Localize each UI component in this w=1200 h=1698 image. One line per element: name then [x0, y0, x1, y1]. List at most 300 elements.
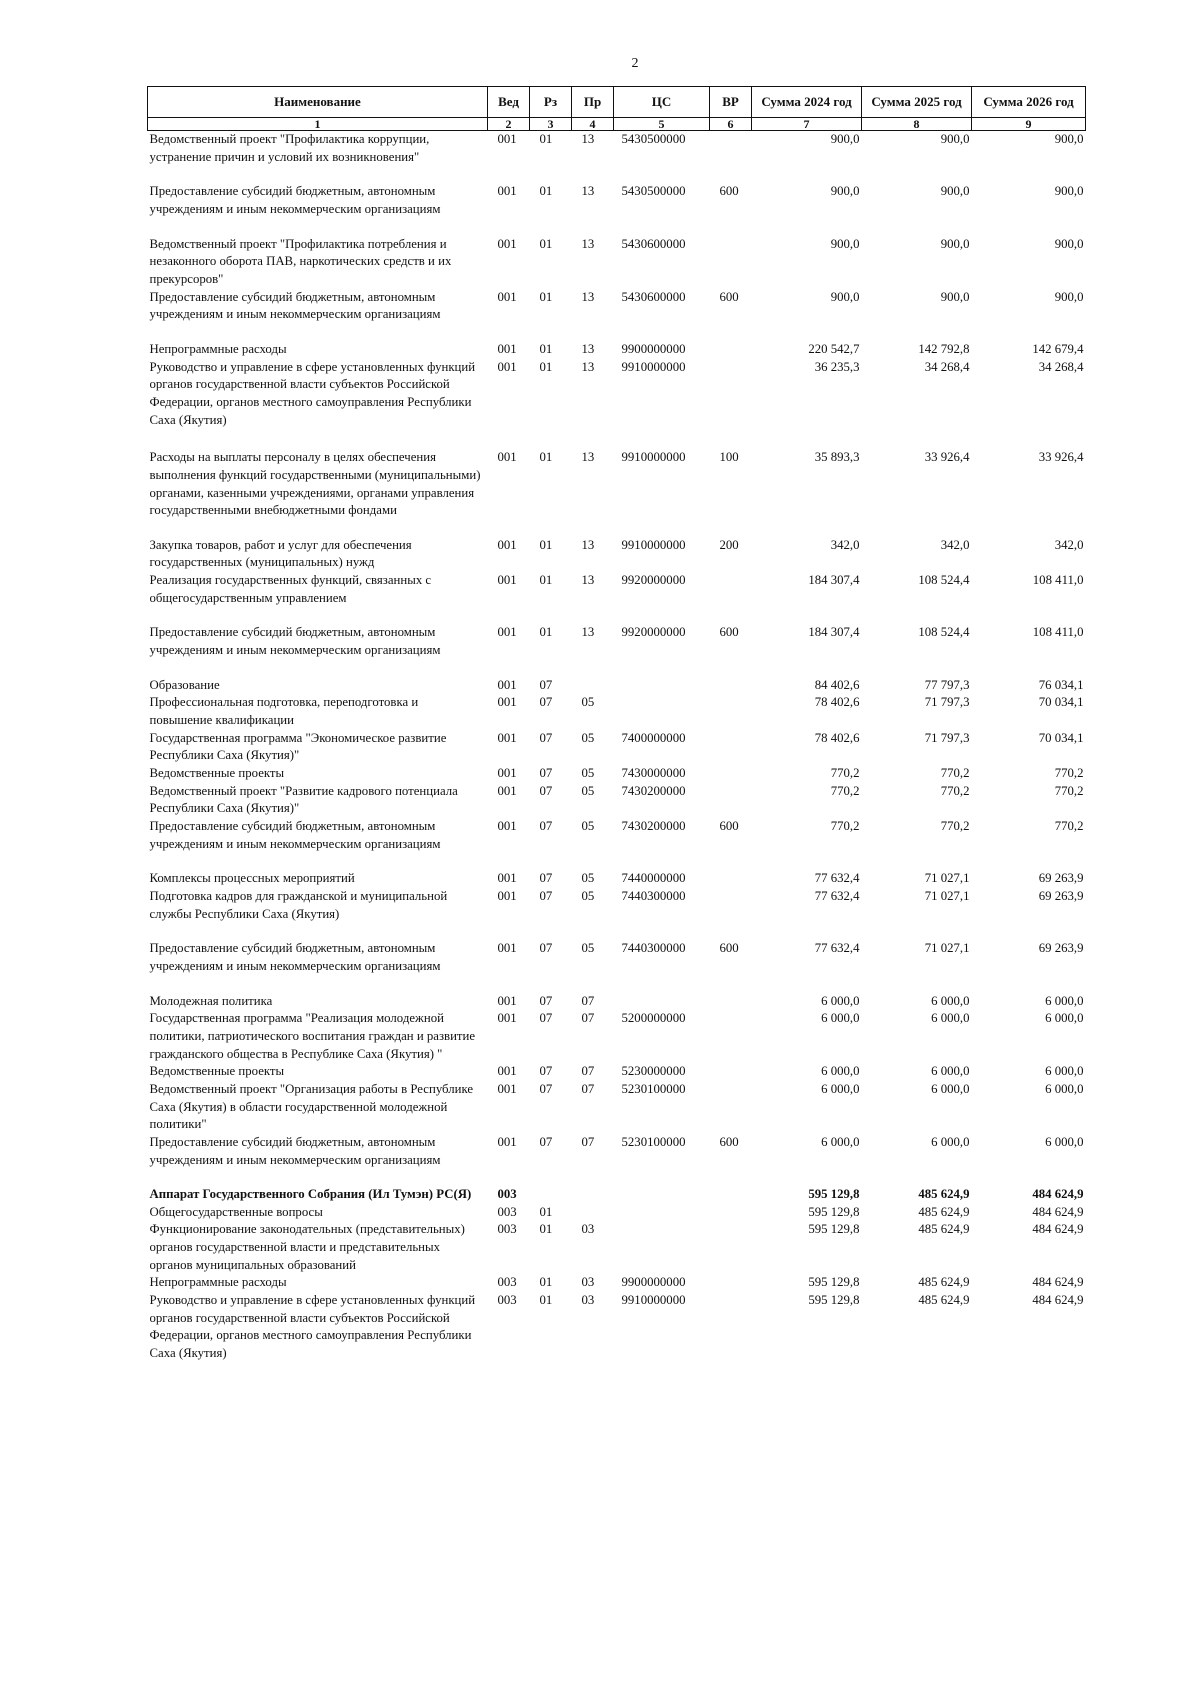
row-sum-2024: 6 000,0 — [821, 1064, 860, 1079]
row-cs: 9910000000 — [621, 359, 686, 374]
row-rz: 01 — [539, 341, 553, 356]
row-name: Предоставление субсидий бюджетным, автономным учреждениям и иным некоммерческим организациям — [149, 941, 441, 973]
row-ved: 001 — [497, 625, 517, 640]
row-ved: 001 — [497, 819, 517, 833]
column-number: 4 — [572, 118, 614, 131]
row-sum-2025: 71 797,3 — [924, 695, 970, 710]
row-sum-2026: 108 411,0 — [1032, 573, 1084, 588]
row-vr — [710, 765, 752, 783]
row-pr: 05 — [581, 695, 595, 710]
row-rz: 07 — [539, 1081, 553, 1096]
table-row — [148, 572, 1086, 624]
row-pr: 13 — [581, 184, 595, 199]
row-rz: 01 — [539, 1204, 553, 1219]
row-pr: 13 — [581, 341, 595, 356]
row-sum-2024: 77 632,4 — [814, 941, 860, 956]
row-sum-2025: 71 027,1 — [924, 888, 970, 903]
row-sum-2025: 342,0 — [940, 537, 970, 552]
row-pr: 05 — [581, 888, 595, 903]
row-pr: 05 — [581, 766, 595, 781]
row-sum-2024: 35 893,3 — [814, 450, 860, 465]
row-rz: 01 — [539, 289, 553, 304]
row-vr — [710, 1081, 752, 1134]
table-header — [148, 87, 1086, 131]
row-sum-2026: 70 034,1 — [1038, 695, 1084, 710]
header-vr: ВР — [710, 87, 752, 118]
row-name: Предоставление субсидий бюджетным, автономным учреждениям и иным некоммерческим организациям — [149, 289, 441, 322]
row-sum-2024: 78 402,6 — [814, 695, 860, 710]
row-sum-2026: 6 000,0 — [1045, 1064, 1084, 1079]
row-vr — [710, 694, 752, 729]
row-sum-2026: 76 034,1 — [1038, 677, 1084, 692]
row-sum-2025: 34 268,4 — [924, 359, 970, 374]
row-rz: 01 — [539, 132, 553, 146]
row-pr: 13 — [581, 573, 595, 588]
row-sum-2025: 33 926,4 — [924, 450, 970, 465]
row-sum-2025: 142 792,8 — [918, 341, 970, 356]
row-pr — [572, 1204, 614, 1222]
row-ved: 001 — [497, 766, 517, 781]
row-sum-2026: 34 268,4 — [1038, 359, 1084, 374]
row-sum-2026: 70 034,1 — [1038, 730, 1084, 745]
column-number: 9 — [972, 118, 1086, 131]
table-row — [148, 888, 1086, 940]
row-sum-2025: 108 524,4 — [918, 573, 970, 588]
table-row — [148, 783, 1086, 818]
row-sum-2025: 900,0 — [940, 289, 970, 304]
table-row — [148, 341, 1086, 359]
row-sum-2024: 6 000,0 — [821, 1011, 860, 1026]
row-sum-2024: 595 129,8 — [808, 1222, 860, 1237]
row-sum-2025: 900,0 — [940, 236, 970, 251]
column-number: 8 — [862, 118, 972, 131]
row-vr — [710, 341, 752, 359]
row-sum-2024: 900,0 — [830, 236, 860, 251]
header-sum-2026: Сумма 2026 год — [972, 87, 1086, 118]
row-sum-2026: 6 000,0 — [1045, 1134, 1084, 1149]
row-cs: 7440000000 — [621, 871, 686, 886]
row-rz: 01 — [539, 236, 553, 251]
row-sum-2024: 78 402,6 — [814, 730, 860, 745]
row-sum-2025: 900,0 — [940, 132, 970, 146]
row-sum-2026: 108 411,0 — [1032, 625, 1084, 640]
row-pr: 05 — [581, 941, 595, 956]
column-number: 6 — [710, 118, 752, 131]
row-vr — [710, 1204, 752, 1222]
row-vr — [710, 1274, 752, 1292]
row-sum-2026: 6 000,0 — [1045, 1081, 1084, 1096]
row-vr — [710, 730, 752, 765]
row-rz: 07 — [539, 819, 553, 833]
row-ved: 001 — [497, 341, 517, 356]
row-sum-2026: 484 624,9 — [1032, 1222, 1084, 1237]
column-number: 5 — [614, 118, 710, 131]
row-ved: 001 — [497, 1064, 517, 1079]
row-rz: 01 — [539, 537, 553, 552]
row-name: Закупка товаров, работ и услуг для обеспечения государственных (муниципальных) нужд — [149, 537, 412, 570]
row-sum-2025: 6 000,0 — [931, 1064, 970, 1079]
row-sum-2026: 770,2 — [1054, 819, 1084, 833]
row-ved: 001 — [497, 573, 517, 588]
row-sum-2025: 108 524,4 — [918, 625, 970, 640]
row-pr: 07 — [581, 1134, 595, 1149]
row-sum-2025: 485 624,9 — [918, 1275, 970, 1290]
row-sum-2024: 900,0 — [830, 132, 860, 146]
row-sum-2025: 485 624,9 — [918, 1204, 970, 1219]
row-cs: 9910000000 — [621, 1293, 686, 1308]
header-pr: Пр — [572, 87, 614, 118]
table-row — [148, 183, 1086, 235]
table-row — [148, 131, 1086, 184]
row-name: Подготовка кадров для гражданской и муниципальной службы Республики Саха (Якутия) — [149, 888, 448, 921]
row-vr — [710, 1063, 752, 1081]
row-sum-2025: 485 624,9 — [918, 1293, 970, 1308]
row-sum-2026: 900,0 — [1054, 184, 1084, 199]
row-sum-2026: 342,0 — [1054, 537, 1084, 552]
page-number: 2 — [631, 56, 639, 71]
row-ved: 001 — [497, 1081, 517, 1096]
row-name: Ведомственный проект "Профилактика коррупции, устранение причин и условий их возникновения" — [149, 132, 430, 164]
row-rz: 07 — [539, 677, 553, 692]
row-sum-2024: 595 129,8 — [808, 1187, 860, 1202]
row-sum-2024: 220 542,7 — [808, 341, 860, 356]
row-cs — [614, 1186, 710, 1204]
column-number: 7 — [752, 118, 862, 131]
row-pr — [572, 1186, 614, 1204]
table-row — [148, 1221, 1086, 1274]
header-row — [148, 87, 1086, 118]
row-sum-2025: 770,2 — [940, 766, 970, 781]
row-vr — [710, 677, 752, 695]
row-sum-2026: 484 624,9 — [1032, 1293, 1084, 1308]
row-sum-2024: 900,0 — [830, 289, 860, 304]
row-ved: 001 — [497, 730, 517, 745]
row-ved: 001 — [497, 1011, 517, 1026]
row-vr — [710, 1186, 752, 1204]
row-name: Профессиональная подготовка, переподготовка и повышение квалификации — [149, 695, 419, 728]
table-row — [148, 1204, 1086, 1222]
row-sum-2026: 770,2 — [1054, 783, 1084, 798]
row-sum-2025: 770,2 — [940, 783, 970, 798]
row-rz: 01 — [539, 450, 553, 465]
row-rz: 07 — [539, 993, 553, 1008]
budget-table — [147, 86, 1086, 1363]
row-sum-2026: 900,0 — [1054, 236, 1084, 251]
row-vr — [710, 236, 752, 289]
row-cs: 9920000000 — [621, 625, 686, 640]
row-pr: 03 — [581, 1293, 595, 1308]
row-vr — [710, 1221, 752, 1274]
row-sum-2025: 485 624,9 — [918, 1222, 970, 1237]
row-vr: 600 — [719, 184, 739, 199]
row-ved: 001 — [497, 450, 517, 465]
row-name: Реализация государственных функций, связанных с общегосударственным управлением — [149, 573, 432, 605]
row-sum-2024: 770,2 — [830, 766, 860, 781]
table-row — [148, 730, 1086, 765]
row-name: Предоставление субсидий бюджетным, автономным учреждениям и иным некоммерческим организациям — [149, 625, 441, 658]
row-vr — [710, 1010, 752, 1063]
row-ved: 001 — [497, 888, 517, 903]
header-sum-2025: Сумма 2025 год — [862, 87, 972, 118]
row-ved: 003 — [497, 1275, 517, 1290]
row-sum-2024: 595 129,8 — [808, 1293, 860, 1308]
table-row — [148, 694, 1086, 729]
row-sum-2026: 484 624,9 — [1032, 1187, 1084, 1202]
row-vr: 600 — [719, 941, 739, 956]
row-pr: 13 — [581, 236, 595, 251]
row-pr — [572, 677, 614, 695]
table-row — [148, 1063, 1086, 1081]
row-sum-2026: 484 624,9 — [1032, 1275, 1084, 1290]
column-number-row — [148, 118, 1086, 131]
row-name: Предоставление субсидий бюджетным, автономным учреждениям и иным некоммерческим организациям — [149, 819, 441, 851]
row-sum-2024: 6 000,0 — [821, 993, 860, 1008]
row-rz: 07 — [539, 730, 553, 745]
row-sum-2025: 770,2 — [940, 819, 970, 833]
row-sum-2025: 485 624,9 — [918, 1187, 970, 1202]
row-cs: 7430200000 — [621, 783, 686, 798]
row-pr: 05 — [581, 819, 595, 833]
row-sum-2025: 77 797,3 — [924, 677, 970, 692]
row-cs: 9900000000 — [621, 341, 686, 356]
row-pr: 05 — [581, 783, 595, 798]
row-sum-2025: 6 000,0 — [931, 1134, 970, 1149]
row-rz: 01 — [539, 359, 553, 374]
row-pr: 13 — [581, 359, 595, 374]
row-name: Государственная программа "Экономическое развитие Республики Саха (Якутия)" — [149, 730, 447, 763]
row-name: Ведомственные проекты — [149, 766, 285, 781]
row-sum-2025: 6 000,0 — [931, 993, 970, 1008]
row-name: Функционирование законодательных (представительных) органов государственной власти и представительных органов муниципальных образований — [149, 1222, 465, 1272]
row-rz: 07 — [539, 888, 553, 903]
row-name: Государственная программа "Реализация молодежной политики, патриотического воспитания граждан и развитие гражданского общества в Республике Саха (Якутия) " — [149, 1011, 476, 1061]
row-sum-2024: 595 129,8 — [808, 1275, 860, 1290]
row-ved: 001 — [497, 871, 517, 886]
row-ved: 003 — [497, 1222, 517, 1237]
row-ved: 003 — [497, 1187, 517, 1202]
row-ved: 001 — [497, 783, 517, 798]
header-cs: ЦС — [614, 87, 710, 118]
row-rz — [530, 1186, 572, 1204]
row-pr: 13 — [581, 450, 595, 465]
row-rz: 07 — [539, 695, 553, 710]
row-ved: 001 — [497, 184, 517, 199]
row-sum-2024: 770,2 — [830, 819, 860, 833]
row-sum-2025: 6 000,0 — [931, 1081, 970, 1096]
row-name: Общегосударственные вопросы — [149, 1204, 323, 1219]
row-cs — [614, 677, 710, 695]
row-rz: 07 — [539, 1011, 553, 1026]
row-cs: 7440300000 — [621, 888, 686, 903]
table-row — [148, 1292, 1086, 1363]
table-row — [148, 993, 1086, 1011]
header-ved: Вед — [488, 87, 530, 118]
row-sum-2025: 71 027,1 — [924, 941, 970, 956]
table-body — [148, 131, 1086, 1363]
row-cs: 7440300000 — [621, 941, 686, 956]
row-sum-2025: 71 797,3 — [924, 730, 970, 745]
table-row — [148, 940, 1086, 992]
column-number: 1 — [148, 118, 488, 131]
row-vr: 600 — [719, 1134, 739, 1149]
header-rz: Рз — [530, 87, 572, 118]
table-row — [148, 1134, 1086, 1186]
row-name: Комплексы процессных мероприятий — [149, 871, 355, 886]
row-vr — [710, 131, 752, 184]
row-sum-2026: 69 263,9 — [1038, 941, 1084, 956]
row-pr: 03 — [581, 1275, 595, 1290]
row-cs: 9900000000 — [621, 1275, 686, 1290]
table-row — [148, 289, 1086, 341]
row-rz: 07 — [539, 766, 553, 781]
row-rz: 07 — [539, 783, 553, 798]
table-row — [148, 870, 1086, 888]
row-name: Ведомственный проект "Развитие кадрового потенциала Республики Саха (Якутия)" — [149, 783, 458, 816]
row-ved: 003 — [497, 1204, 517, 1219]
table-row — [148, 537, 1086, 572]
row-sum-2026: 484 624,9 — [1032, 1204, 1084, 1219]
row-vr: 600 — [719, 625, 739, 640]
table-row — [148, 359, 1086, 450]
row-cs: 5230100000 — [621, 1081, 686, 1096]
row-name: Руководство и управление в сфере установленных функций органов государственной власти субъектов Российской Федерации, органов местного самоуправления Республики Саха (Якутия) — [149, 359, 476, 427]
row-name: Ведомственный проект "Профилактика потребления и незаконного оборота ПАВ, наркотических средств и их прекурсоров" — [149, 236, 452, 286]
row-vr: 200 — [719, 537, 739, 552]
row-vr: 600 — [719, 819, 739, 833]
row-rz: 01 — [539, 1222, 553, 1237]
row-cs — [614, 1221, 710, 1274]
table-row — [148, 449, 1086, 537]
row-cs: 7400000000 — [621, 730, 686, 745]
row-pr: 07 — [581, 1064, 595, 1079]
row-cs: 9910000000 — [621, 537, 686, 552]
row-name: Ведомственный проект "Организация работы в Республике Саха (Якутия) в области государственной молодежной политики" — [149, 1081, 474, 1132]
row-ved: 001 — [497, 289, 517, 304]
row-sum-2026: 33 926,4 — [1038, 450, 1084, 465]
row-name: Аппарат Государственного Собрания (Ил Тумэн) РС(Я) — [149, 1187, 472, 1202]
row-ved: 001 — [497, 695, 517, 710]
row-pr: 13 — [581, 537, 595, 552]
row-sum-2026: 900,0 — [1054, 132, 1084, 146]
header-name: Наименование — [148, 87, 488, 118]
row-sum-2024: 77 632,4 — [814, 888, 860, 903]
row-name: Расходы на выплаты персоналу в целях обеспечения выполнения функций государственными (муниципальными) органами, казенными учреждениями, органами управления государственными внебюджетными фондами — [149, 450, 481, 518]
table-row — [148, 236, 1086, 289]
row-name: Непрограммные расходы — [149, 341, 287, 356]
row-pr: 07 — [581, 1081, 595, 1096]
row-sum-2024: 770,2 — [830, 783, 860, 798]
row-sum-2024: 6 000,0 — [821, 1081, 860, 1096]
row-name: Руководство и управление в сфере установленных функций органов государственной власти субъектов Российской Федерации, органов местного самоуправления Республики Саха (Якутия) — [149, 1293, 476, 1361]
row-vr — [710, 572, 752, 624]
row-vr: 600 — [719, 289, 739, 304]
row-rz: 01 — [539, 1275, 553, 1290]
row-cs: 7430200000 — [621, 819, 686, 833]
row-cs — [614, 993, 710, 1011]
row-name: Предоставление субсидий бюджетным, автономным учреждениям и иным некоммерческим организациям — [149, 1134, 441, 1167]
row-ved: 003 — [497, 1293, 517, 1308]
table-row — [148, 1010, 1086, 1063]
row-cs: 5430500000 — [621, 184, 686, 199]
row-cs: 5430600000 — [621, 236, 686, 251]
row-ved: 001 — [497, 993, 517, 1008]
row-vr — [710, 1292, 752, 1363]
table-row — [148, 677, 1086, 695]
row-pr: 13 — [581, 625, 595, 640]
row-sum-2024: 184 307,4 — [808, 625, 860, 640]
row-vr — [710, 783, 752, 818]
row-name: Образование — [149, 677, 220, 692]
row-sum-2026: 6 000,0 — [1045, 993, 1084, 1008]
row-name: Молодежная политика — [149, 993, 273, 1008]
row-rz: 07 — [539, 1064, 553, 1079]
row-sum-2025: 71 027,1 — [924, 871, 970, 886]
row-sum-2025: 900,0 — [940, 184, 970, 199]
row-rz: 07 — [539, 941, 553, 956]
column-number: 2 — [488, 118, 530, 131]
table-row — [148, 818, 1086, 870]
row-sum-2024: 6 000,0 — [821, 1134, 860, 1149]
row-ved: 001 — [497, 236, 517, 251]
row-ved: 001 — [497, 1134, 517, 1149]
row-cs: 5430500000 — [621, 132, 686, 146]
row-rz: 01 — [539, 184, 553, 199]
table-row — [148, 1081, 1086, 1134]
row-cs: 7430000000 — [621, 766, 686, 781]
row-sum-2024: 342,0 — [830, 537, 860, 552]
row-vr — [710, 870, 752, 888]
row-rz: 01 — [539, 625, 553, 640]
table-row — [148, 624, 1086, 676]
row-cs: 9910000000 — [621, 450, 686, 465]
row-vr — [710, 993, 752, 1011]
row-sum-2026: 900,0 — [1054, 289, 1084, 304]
row-cs: 9920000000 — [621, 573, 686, 588]
table-row — [148, 765, 1086, 783]
table-row — [148, 1186, 1086, 1204]
row-sum-2024: 900,0 — [830, 184, 860, 199]
row-vr — [710, 359, 752, 450]
row-vr — [710, 888, 752, 940]
row-sum-2026: 6 000,0 — [1045, 1011, 1084, 1026]
row-sum-2026: 142 679,4 — [1032, 341, 1084, 356]
row-ved: 001 — [497, 677, 517, 692]
row-cs: 5430600000 — [621, 289, 686, 304]
budget-table-container — [147, 86, 1085, 1363]
row-ved: 001 — [497, 941, 517, 956]
row-sum-2024: 84 402,6 — [814, 677, 860, 692]
row-pr: 03 — [581, 1222, 595, 1237]
row-ved: 001 — [497, 537, 517, 552]
row-cs: 5200000000 — [621, 1011, 686, 1026]
row-name: Ведомственные проекты — [149, 1064, 285, 1079]
row-vr: 100 — [719, 450, 739, 465]
column-number: 3 — [530, 118, 572, 131]
row-sum-2026: 770,2 — [1054, 766, 1084, 781]
row-sum-2024: 595 129,8 — [808, 1204, 860, 1219]
row-cs: 5230100000 — [621, 1134, 686, 1149]
row-cs — [614, 1204, 710, 1222]
row-ved: 001 — [497, 359, 517, 374]
row-pr: 13 — [581, 132, 595, 146]
row-pr: 05 — [581, 871, 595, 886]
row-sum-2026: 69 263,9 — [1038, 871, 1084, 886]
row-sum-2024: 184 307,4 — [808, 573, 860, 588]
row-cs — [614, 694, 710, 729]
row-name: Предоставление субсидий бюджетным, автономным учреждениям и иным некоммерческим организациям — [149, 184, 441, 216]
row-pr: 05 — [581, 730, 595, 745]
row-sum-2026: 69 263,9 — [1038, 888, 1084, 903]
